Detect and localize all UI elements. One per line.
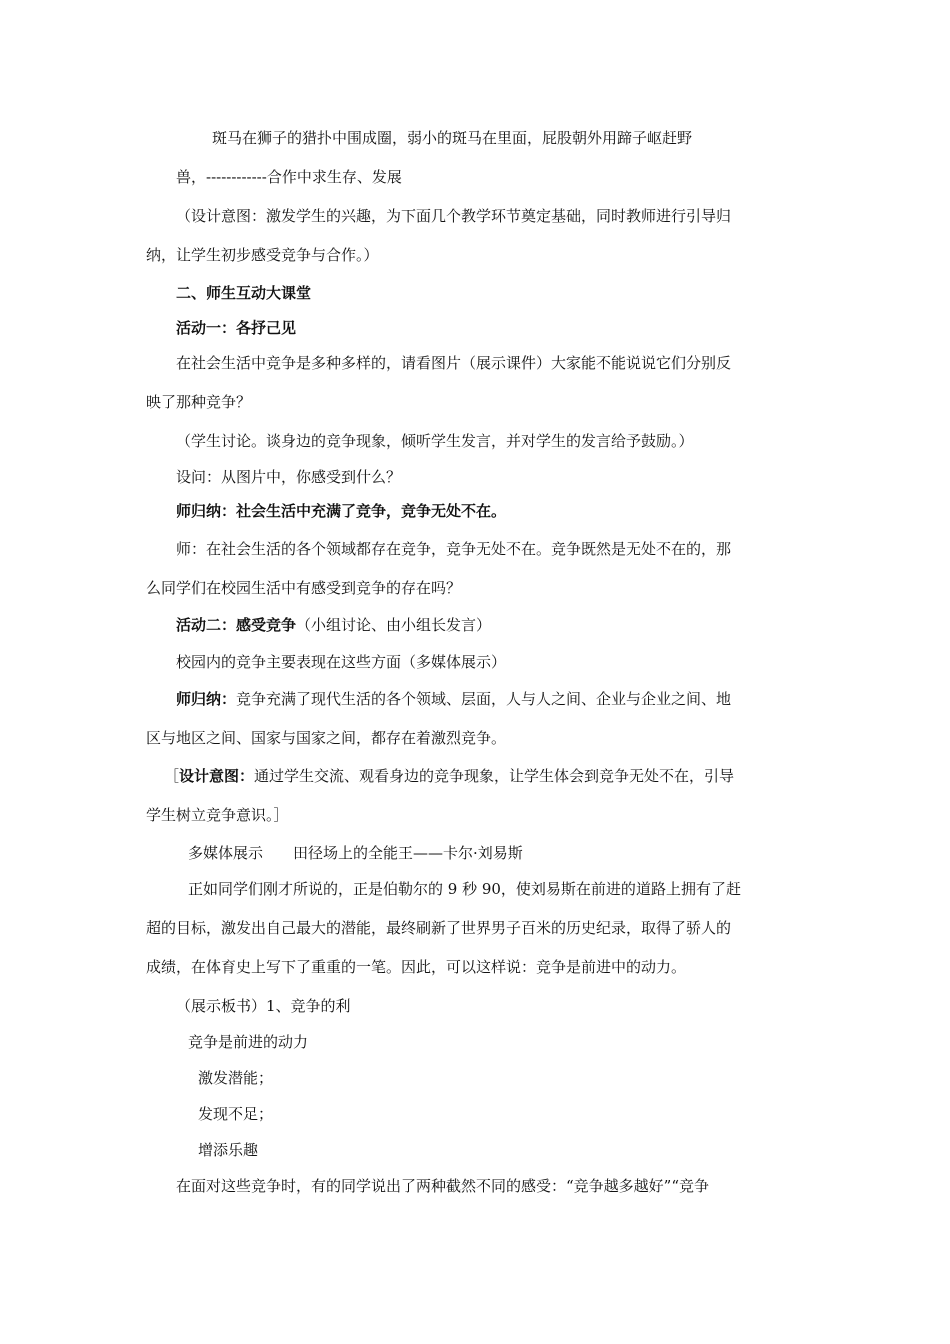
board-item-shortcomings: 发现不足； bbox=[198, 1105, 274, 1123]
design-intent-line2: 纳，让学生初步感受竞争与合作。） bbox=[146, 246, 379, 264]
teacher-summary-2-line2: 区与地区之间、国家与国家之间，都存在着激烈竞争。 bbox=[146, 729, 507, 747]
campus-competition-line: 校园内的竞争主要表现在这些方面（多媒体展示） bbox=[176, 653, 507, 671]
design-intent-2-line1 bbox=[164, 766, 734, 786]
design-intent-2-line2: 学生树立竞争意识。］ bbox=[146, 806, 289, 824]
board-item-potential: 激发潜能； bbox=[198, 1069, 274, 1087]
board-item-motivation: 竞争是前进的动力 bbox=[188, 1033, 309, 1051]
multimedia-title: 多媒体展示 田径场上的全能王——卡尔·刘易斯 bbox=[188, 844, 523, 862]
lewis-story-line1: 正如同学们刚才所说的，正是伯勒尔的 9 秒 90，使刘易斯在前进的道路上拥有了赶 bbox=[188, 880, 741, 898]
paragraph-zebra-line1: 斑马在狮子的猎扑中围成圈，弱小的斑马在里面，屁股朝外用蹄子岖赶野 bbox=[212, 129, 693, 147]
paragraph-zebra-line2: 兽，------------合作中求生存、发展 bbox=[176, 168, 402, 186]
design-intent-2-bracket: ［ bbox=[164, 767, 180, 785]
design-intent-2-text: 通过学生交流、观看身边的竞争现象，让学生体会到竞争无处不在，引导 bbox=[254, 767, 735, 785]
activity-one-heading: 活动一：各抒己见 bbox=[176, 319, 297, 337]
teacher-remark-line1: 师：在社会生活的各个领域都存在竞争，竞争无处不在。竞争既然是无处不在的，那 bbox=[176, 540, 732, 558]
closing-paragraph-line1: 在面对这些竞争时，有的同学说出了两种截然不同的感受：“竞争越多越好”“竞争 bbox=[176, 1177, 710, 1195]
lewis-story-line2: 超的目标，激发出自己最大的潜能，最终刷新了世界男子百米的历史纪录，取得了骄人的 bbox=[146, 919, 732, 937]
activity-two-title: 活动二：感受竞争 bbox=[176, 616, 297, 634]
design-intent-line1: （设计意图：激发学生的兴趣，为下面几个教学环节奠定基础，同时教师进行引导归 bbox=[176, 207, 732, 225]
teacher-summary-2-text: 竞争充满了现代生活的各个领域、层面，人与人之间、企业与企业之间、地 bbox=[236, 690, 732, 708]
activity-two-note: （小组讨论、由小组长发言） bbox=[296, 616, 492, 634]
lewis-story-line3: 成绩，在体育史上写下了重重的一笔。因此，可以这样说：竞争是前进中的动力。 bbox=[146, 958, 687, 976]
board-heading: （展示板书）1、竞争的利 bbox=[176, 997, 351, 1015]
teacher-remark-line2: 么同学们在校园生活中有感受到竞争的存在吗？ bbox=[146, 579, 462, 597]
teacher-summary-2-label: 师归纳： bbox=[176, 690, 237, 708]
teacher-summary-1: 师归纳：社会生活中充满了竞争，竞争无处不在。 bbox=[176, 502, 507, 520]
teacher-summary-2-line1 bbox=[176, 689, 731, 709]
activity-two-heading bbox=[176, 615, 491, 635]
question-prompt: 设问：从图片中，你感受到什么？ bbox=[176, 468, 402, 486]
section-heading-interaction: 二、师生互动大课堂 bbox=[176, 284, 312, 302]
student-discussion-note: （学生讨论。谈身边的竞争现象，倾听学生发言，并对学生的发言给予鼓励。） bbox=[176, 432, 694, 450]
board-item-fun: 增添乐趣 bbox=[198, 1141, 259, 1159]
competition-types-line2: 映了那种竞争？ bbox=[146, 393, 252, 411]
design-intent-2-label: 设计意图： bbox=[179, 767, 255, 785]
competition-types-line1: 在社会生活中竞争是多种多样的，请看图片（展示课件）大家能不能说说它们分别反 bbox=[176, 354, 732, 372]
